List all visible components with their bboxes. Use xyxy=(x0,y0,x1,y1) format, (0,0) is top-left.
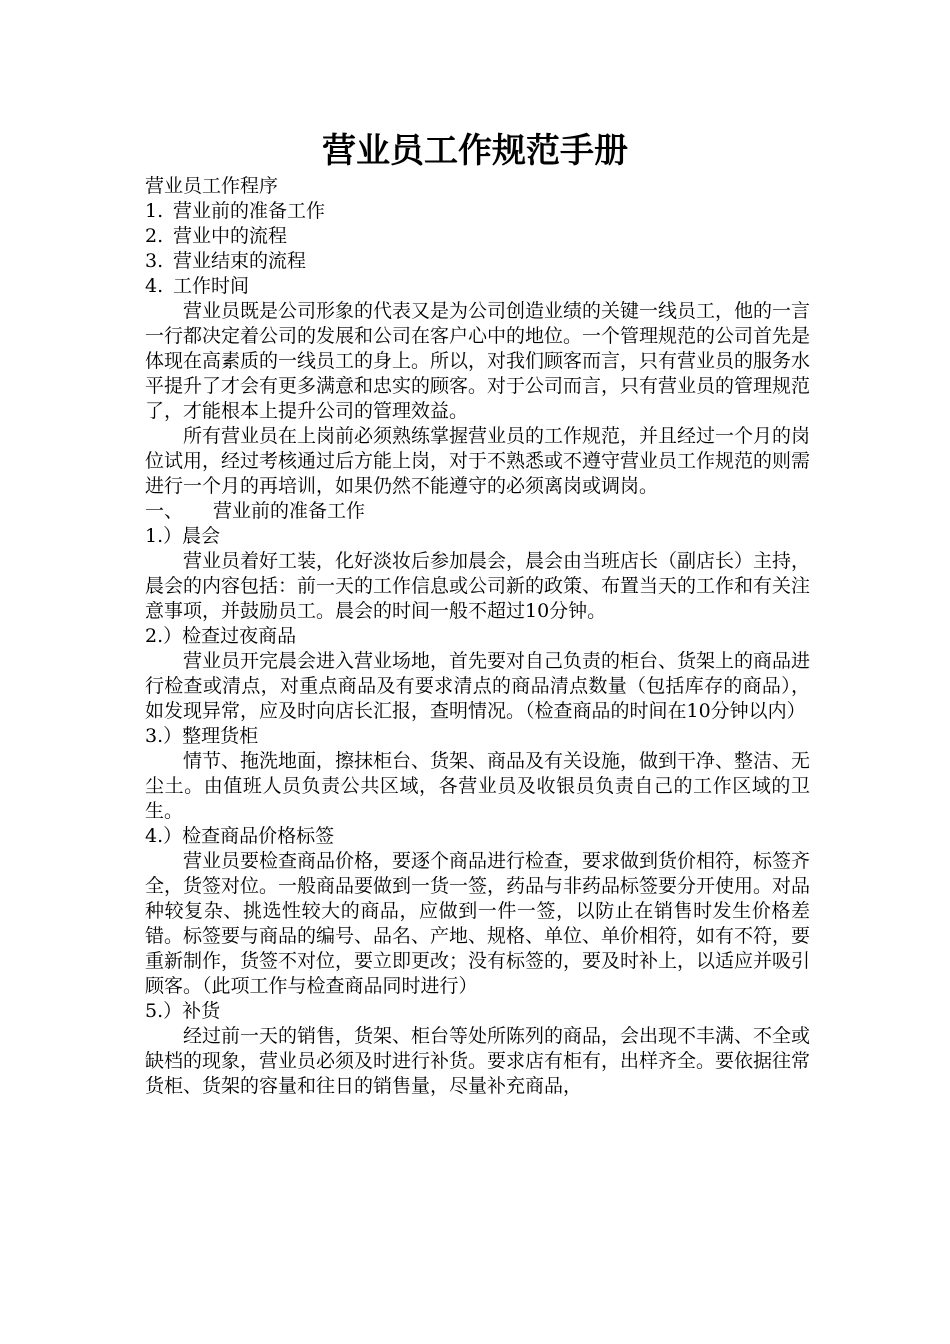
toc-item xyxy=(145,274,810,299)
toc-text: 营业中的流程 xyxy=(173,225,288,247)
toc-number: 2. xyxy=(145,225,164,247)
toc-item xyxy=(145,224,810,249)
item-paragraph: 营业员开完晨会进入营业场地，首先要对自己负责的柜台、货架上的商品进行检查或清点，对重点商品及有要求清点的商品清点数量（包括库存的商品），如发现异常，应及时向店长汇报，查明情况。（检查商品的时间在10分钟以内） xyxy=(145,650,811,722)
document-title: 营业员工作规范手册 xyxy=(322,131,628,171)
toc-number: 1. xyxy=(145,200,164,222)
toc-text: 营业前的准备工作 xyxy=(173,200,326,222)
toc-number: 4. xyxy=(145,275,164,297)
toc-text: 工作时间 xyxy=(173,275,250,297)
item-label: 1.）晨会 xyxy=(145,525,221,547)
item-label: 4.）检查商品价格标签 xyxy=(145,825,335,847)
section-title-text: 营业前的准备工作 xyxy=(213,500,366,522)
item-label: 5.）补货 xyxy=(145,1000,221,1022)
item-paragraph: 营业员要检查商品价格，要逐个商品进行检查，要求做到货价相符，标签齐全，货签对位。一般商品要做到一货一签，药品与非药品标签要分开使用。对品种较复杂、挑选性较大的商品，应做到一件一签，以防止在销售时发生价格差错。标签要与商品的编号、品名、产地、规格、单位、单价相符，如有不符，要重新制作，货签不对位，要立即更改；没有标签的，要及时补上，以适应并吸引顾客。（此项工作与检查商品同时进行） xyxy=(145,850,811,997)
item-paragraph: 情节、拖洗地面，擦抹柜台、货架、商品及有关设施，做到干净、整洁、无尘土。由值班人员负责公共区域，各营业员及收银员负责自己的工作区域的卫生。 xyxy=(145,750,811,822)
intro-paragraph: 所有营业员在上岗前必须熟练掌握营业员的工作规范，并且经过一个月的岗位试用，经过考核通过后方能上岗，对于不熟悉或不遵守营业员工作规范的则需进行一个月的再培训，如果仍然不能遵守的必须离岗或调岗。 xyxy=(145,425,811,497)
item-paragraph: 经过前一天的销售，货架、柜台等处所陈列的商品，会出现不丰满、不全或缺档的现象，营业员必须及时进行补货。要求店有柜有，出样齐全。要依据往常货柜、货架的容量和往日的销售量，尽量补充商品， xyxy=(145,1025,811,1097)
toc-item xyxy=(145,199,810,224)
item-label: 2.）检查过夜商品 xyxy=(145,625,297,647)
toc-text: 营业结束的流程 xyxy=(173,250,307,272)
item-paragraph: 营业员着好工装，化好淡妆后参加晨会，晨会由当班店长（副店长）主持，晨会的内容包括：前一天的工作信息或公司新的政策、布置当天的工作和有关注意事项，并鼓励员工。晨会的时间一般不超过10分钟。 xyxy=(145,550,811,622)
document-body xyxy=(145,174,810,1099)
toc-item xyxy=(145,249,810,274)
section-title xyxy=(145,499,810,524)
toc-number: 3. xyxy=(145,250,164,272)
section-number: 一、 xyxy=(145,500,184,522)
item-label: 3.）整理货柜 xyxy=(145,725,259,747)
section-heading: 营业员工作程序 xyxy=(145,175,279,197)
intro-paragraph: 营业员既是公司形象的代表又是为公司创造业绩的关键一线员工，他的一言一行都决定着公司的发展和公司在客户心中的地位。一个管理规范的公司首先是体现在高素质的一线员工的身上。所以，对我们顾客而言，只有营业员的服务水平提升了才会有更多满意和忠实的顾客。对于公司而言，只有营业员的管理规范了，才能根本上提升公司的管理效益。 xyxy=(145,300,811,422)
